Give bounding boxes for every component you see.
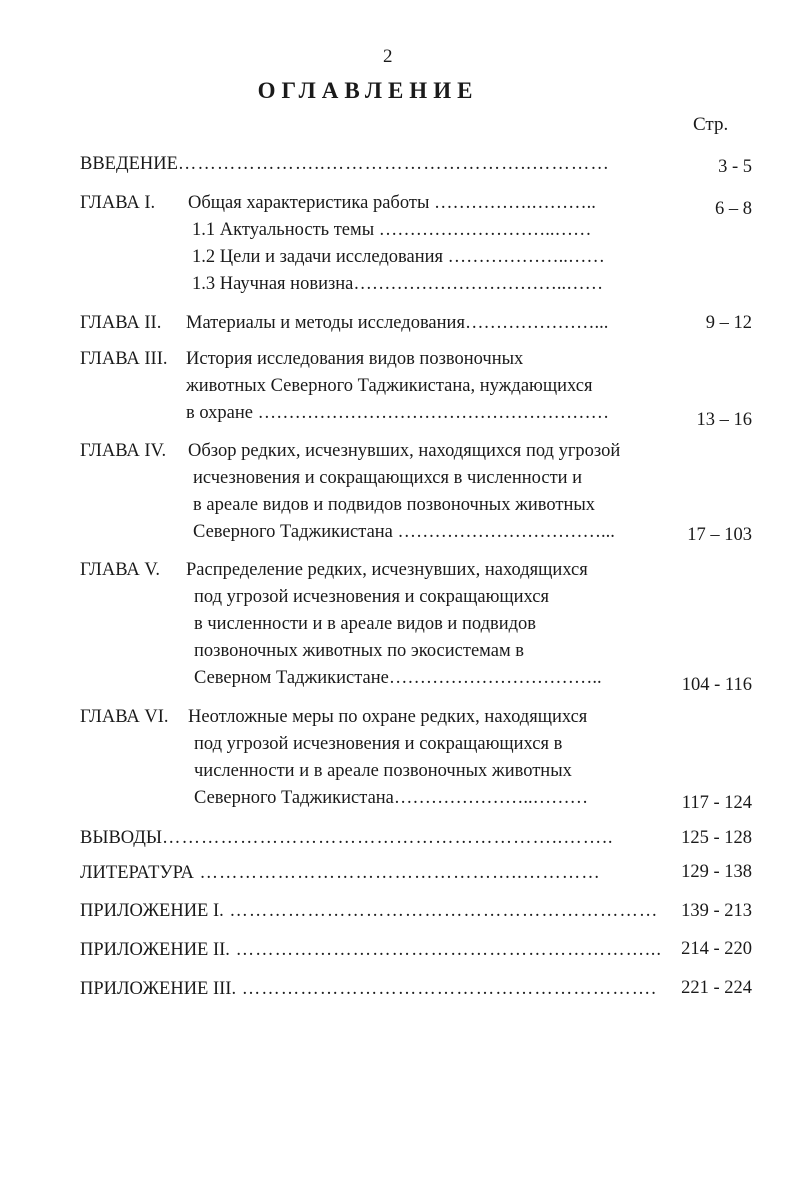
toc-line: Северного Таджикистана…………………..……… [194, 788, 589, 808]
toc-subitem: 1.1 Актуальность темы ………………………..…… [192, 220, 592, 240]
toc-pages-ch6: 117 - 124 [681, 793, 752, 813]
toc-label: ПРИЛОЖЕНИЕ II. [80, 940, 230, 960]
toc-leader: ………………………………………………………... [229, 940, 662, 960]
toc-line: численности и в ареале позвоночных животных [194, 761, 572, 781]
toc-pages-ch3: 13 – 16 [696, 410, 752, 430]
toc-label: ПРИЛОЖЕНИЕ III. [80, 979, 237, 999]
toc-entry-literature [80, 860, 601, 887]
toc-label-ch1: ГЛАВА I. [80, 193, 156, 213]
toc-label-ch2: ГЛАВА II. [80, 313, 162, 333]
toc-subitem: 1.3 Научная новизна……………………………..…… [192, 274, 604, 294]
toc-pages-app3: 221 - 224 [681, 978, 752, 998]
toc-leader: ……………………………………………………..…….. [162, 828, 614, 848]
toc-leader: …………………………………………..………… [193, 863, 601, 883]
toc-line: позвоночных животных по экосистемам в [194, 641, 525, 661]
toc-label: ВВЕДЕНИЕ [80, 154, 178, 174]
toc-leader: …………………..…………………………..………… [177, 154, 610, 174]
toc-pages-intro: 3 - 5 [718, 157, 752, 177]
toc-pages-ch2: 9 – 12 [705, 313, 752, 333]
toc-line: исчезновения и сокращающихся в численности и [193, 468, 583, 488]
toc-line: Северного Таджикистана ……………………………... [193, 522, 615, 542]
toc-label-ch3: ГЛАВА III. [80, 349, 168, 369]
toc-pages-app2: 214 - 220 [681, 939, 752, 959]
toc-line: История исследования видов позвоночных [186, 349, 524, 369]
toc-label: ПРИЛОЖЕНИЕ I. [80, 901, 224, 921]
toc-entry-app1 [80, 898, 658, 925]
toc-pages-literature: 129 - 138 [681, 862, 752, 882]
toc-line: под угрозой исчезновения и сокращающихся в [194, 734, 563, 754]
toc-entry-app2 [80, 937, 662, 964]
toc-line: Распределение редких, исчезнувших, находящихся [186, 560, 588, 580]
toc-entry-intro [80, 151, 610, 178]
toc-subitem: 1.2 Цели и задачи исследования ………………..…… [192, 247, 605, 267]
toc-line: Северном Таджикистане…………………………….. [194, 668, 602, 688]
page-column-header: Стр. [693, 114, 729, 135]
toc-line: Обзор редких, исчезнувших, находящихся под угрозой [188, 441, 621, 461]
toc-line: в охране ………………………………………………… [186, 403, 610, 423]
toc-pages-conclusions: 125 - 128 [681, 828, 752, 848]
toc-line: под угрозой исчезновения и сокращающихся [194, 587, 549, 607]
toc-entry-conclusions [80, 825, 614, 852]
toc-line: Материалы и методы исследования…………………... [186, 313, 609, 333]
page-title: ОГЛАВЛЕНИЕ [257, 78, 479, 103]
page-number: 2 [383, 46, 393, 67]
toc-label: ВЫВОДЫ [80, 828, 163, 848]
toc-line: Общая характеристика работы …………….……….. [188, 193, 596, 213]
toc-pages-ch1: 6 – 8 [715, 199, 752, 219]
toc-line: Неотложные меры по охране редких, находящихся [188, 707, 588, 727]
toc-label: ЛИТЕРАТУРА [80, 863, 194, 883]
toc-label-ch4: ГЛАВА IV. [80, 441, 167, 461]
toc-leader: ………………………………………………………. [236, 979, 657, 999]
toc-entry-app3 [80, 976, 657, 1003]
toc-line: в ареале видов и подвидов позвоночных животных [193, 495, 596, 515]
toc-line: в численности и в ареале видов и подвидов [194, 614, 537, 634]
toc-label-ch5: ГЛАВА V. [80, 560, 160, 580]
toc-pages-ch5: 104 - 116 [681, 675, 752, 695]
toc-pages-ch4: 17 – 103 [687, 525, 752, 545]
toc-label-ch6: ГЛАВА VI. [80, 707, 169, 727]
toc-line: животных Северного Таджикистана, нуждающихся [186, 376, 593, 396]
toc-pages-app1: 139 - 213 [681, 901, 752, 921]
toc-leader: ………………………………………………………… [223, 901, 659, 921]
